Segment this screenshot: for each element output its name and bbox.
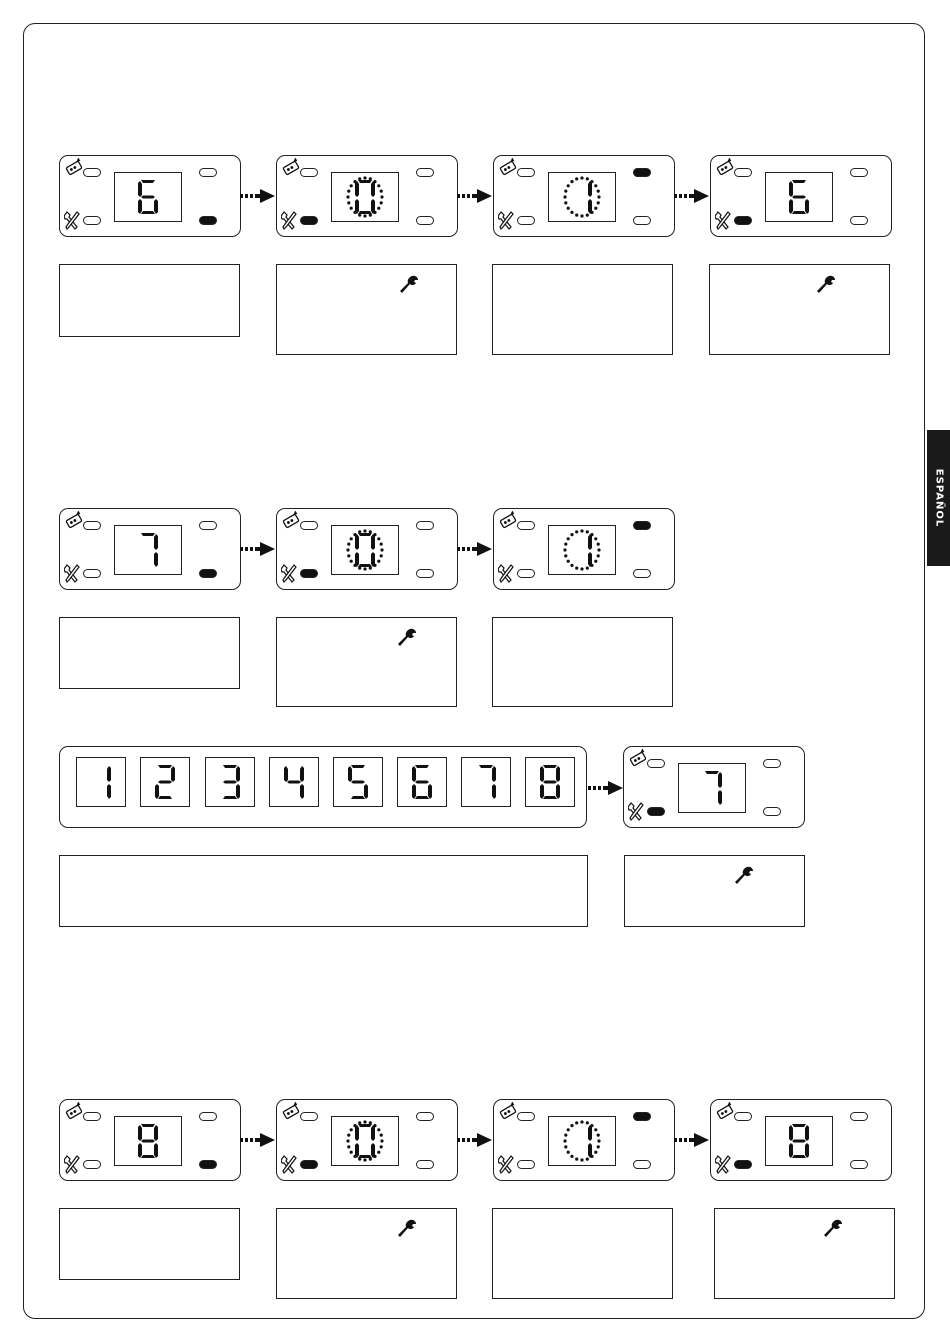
sequence-digit-4 [269, 757, 319, 807]
flow-arrow [457, 188, 493, 204]
wrench-icon [822, 1218, 844, 1240]
digit-3-glyph [219, 764, 241, 800]
digit-7-glyph [701, 770, 723, 806]
led-bl-on [647, 807, 665, 816]
digit-4-glyph [283, 764, 305, 800]
wrench-icon [281, 1154, 297, 1174]
dotted-arrow-icon [588, 780, 624, 796]
digit-2-glyph [154, 764, 176, 800]
digit-8-glyph [788, 1123, 810, 1159]
remote-control-icon [64, 158, 84, 176]
digit-1-glyph [571, 179, 593, 215]
digit-8-glyph [137, 1123, 159, 1159]
dotted-arrow-icon [240, 188, 276, 204]
digit-1-glyph [571, 532, 593, 568]
sequence-digit-5 [333, 757, 383, 807]
led-br-off [633, 569, 651, 578]
digit-6-glyph [137, 179, 159, 215]
display-screen [331, 172, 399, 222]
led-bl-off [517, 216, 535, 225]
control-panel-row-1-1 [59, 155, 241, 237]
led-tr-off [199, 168, 217, 177]
led-br-off [763, 807, 781, 816]
remote-control-icon [281, 1102, 301, 1120]
led-tl-off [83, 168, 101, 177]
led-tr-off [416, 521, 434, 530]
led-bl-off [83, 569, 101, 578]
control-panel-row-3-1 [623, 746, 805, 828]
dotted-arrow-icon [457, 1132, 493, 1148]
dotted-arrow-icon [240, 541, 276, 557]
led-br-on [199, 216, 217, 225]
led-tl-off [83, 1112, 101, 1121]
digit-0-glyph [354, 179, 376, 215]
led-br-off [850, 216, 868, 225]
led-tr-off [850, 168, 868, 177]
remote-control-icon [628, 749, 648, 767]
wrench-icon [628, 801, 644, 821]
display-screen [548, 525, 616, 575]
led-br-off [850, 1160, 868, 1169]
led-tl-off [300, 168, 318, 177]
note-box [59, 264, 240, 337]
sequence-digit-1 [76, 757, 126, 807]
wrench-icon [64, 563, 80, 583]
digit-1-glyph [90, 764, 112, 800]
remote-control-icon [498, 158, 518, 176]
led-bl-off [517, 1160, 535, 1169]
dotted-arrow-icon [674, 1132, 710, 1148]
display-screen [765, 172, 833, 222]
led-tr-off [763, 759, 781, 768]
led-tl-off [647, 759, 665, 768]
led-tl-off [83, 521, 101, 530]
remote-control-icon [64, 1102, 84, 1120]
wrench-icon [498, 1154, 514, 1174]
flow-arrow [240, 541, 276, 557]
led-bl-off [83, 1160, 101, 1169]
dotted-arrow-icon [457, 541, 493, 557]
sequence-digit-8 [525, 757, 575, 807]
led-br-off [416, 569, 434, 578]
display-screen [114, 1116, 182, 1166]
wrench-icon [715, 1154, 731, 1174]
flow-arrow [457, 541, 493, 557]
display-screen [548, 172, 616, 222]
control-panel-row-4-3 [493, 1099, 675, 1181]
display-screen [548, 1116, 616, 1166]
sequence-digit-2 [140, 757, 190, 807]
note-box [59, 1208, 240, 1280]
control-panel-row-1-4 [710, 155, 892, 237]
digit-0-glyph [354, 532, 376, 568]
led-tr-off [199, 1112, 217, 1121]
led-tr-on [633, 521, 651, 530]
dotted-arrow-icon [457, 188, 493, 204]
control-panel-row-4-1 [59, 1099, 241, 1181]
remote-control-icon [715, 158, 735, 176]
sequence-digit-6 [397, 757, 447, 807]
note-box [59, 855, 588, 927]
led-tr-off [199, 521, 217, 530]
remote-control-icon [281, 511, 301, 529]
led-tr-off [850, 1112, 868, 1121]
led-br-off [416, 216, 434, 225]
wrench-icon [715, 210, 731, 230]
remote-control-icon [281, 158, 301, 176]
control-panel-row-4-4 [710, 1099, 892, 1181]
note-box [624, 855, 805, 927]
led-tl-off [734, 168, 752, 177]
flow-arrow [457, 1132, 493, 1148]
note-box [276, 264, 457, 355]
led-bl-on [734, 1160, 752, 1169]
note-box [276, 1208, 457, 1299]
led-tr-off [416, 1112, 434, 1121]
control-panel-row-2-3 [493, 508, 675, 590]
led-tl-off [300, 521, 318, 530]
digit-6-glyph [788, 179, 810, 215]
wrench-icon [498, 210, 514, 230]
digit-7-glyph [137, 532, 159, 568]
remote-control-icon [498, 511, 518, 529]
digit-6-glyph [411, 764, 433, 800]
wrench-icon [398, 274, 420, 296]
digit-0-glyph [354, 1123, 376, 1159]
led-tl-off [517, 168, 535, 177]
led-br-on [199, 1160, 217, 1169]
control-panel-row-4-2 [276, 1099, 458, 1181]
note-box [714, 1208, 895, 1299]
flow-arrow [588, 780, 624, 796]
digit-sequence-strip [59, 746, 587, 828]
control-panel-row-2-1 [59, 508, 241, 590]
wrench-icon [281, 210, 297, 230]
note-box [59, 617, 240, 689]
led-bl-on [300, 216, 318, 225]
control-panel-row-1-3 [493, 155, 675, 237]
led-tl-off [300, 1112, 318, 1121]
led-tl-off [517, 1112, 535, 1121]
led-br-off [633, 216, 651, 225]
wrench-icon [64, 1154, 80, 1174]
digit-7-glyph [475, 764, 497, 800]
flow-arrow [240, 1132, 276, 1148]
display-screen [114, 525, 182, 575]
digit-8-glyph [539, 764, 561, 800]
led-bl-off [83, 216, 101, 225]
display-screen [765, 1116, 833, 1166]
wrench-icon [64, 210, 80, 230]
display-screen [331, 1116, 399, 1166]
wrench-icon [281, 563, 297, 583]
language-tab-label: ESPAÑOL [933, 468, 944, 528]
display-screen [678, 763, 746, 813]
flow-arrow [674, 1132, 710, 1148]
note-box [492, 264, 673, 355]
display-screen [114, 172, 182, 222]
wrench-icon [815, 274, 837, 296]
led-br-off [416, 1160, 434, 1169]
note-box [492, 617, 673, 707]
digit-5-glyph [347, 764, 369, 800]
note-box [276, 617, 457, 707]
remote-control-icon [64, 511, 84, 529]
sequence-digit-7 [461, 757, 511, 807]
remote-control-icon [715, 1102, 735, 1120]
language-tab [927, 430, 950, 566]
flow-arrow [240, 188, 276, 204]
display-screen [331, 525, 399, 575]
led-br-off [633, 1160, 651, 1169]
led-tr-off [416, 168, 434, 177]
note-box [492, 1208, 673, 1299]
dotted-arrow-icon [240, 1132, 276, 1148]
wrench-icon [396, 1218, 418, 1240]
led-bl-off [517, 569, 535, 578]
wrench-icon [498, 563, 514, 583]
flow-arrow [674, 188, 710, 204]
control-panel-row-1-2 [276, 155, 458, 237]
led-br-on [199, 569, 217, 578]
led-tr-on [633, 168, 651, 177]
sequence-digit-3 [205, 757, 255, 807]
led-bl-on [734, 216, 752, 225]
led-bl-on [300, 569, 318, 578]
wrench-icon [396, 627, 418, 649]
led-tl-off [517, 521, 535, 530]
dotted-arrow-icon [674, 188, 710, 204]
wrench-icon [733, 865, 755, 887]
control-panel-row-2-2 [276, 508, 458, 590]
led-tr-on [633, 1112, 651, 1121]
note-box [709, 264, 890, 355]
led-tl-off [734, 1112, 752, 1121]
digit-1-glyph [571, 1123, 593, 1159]
led-bl-on [300, 1160, 318, 1169]
remote-control-icon [498, 1102, 518, 1120]
